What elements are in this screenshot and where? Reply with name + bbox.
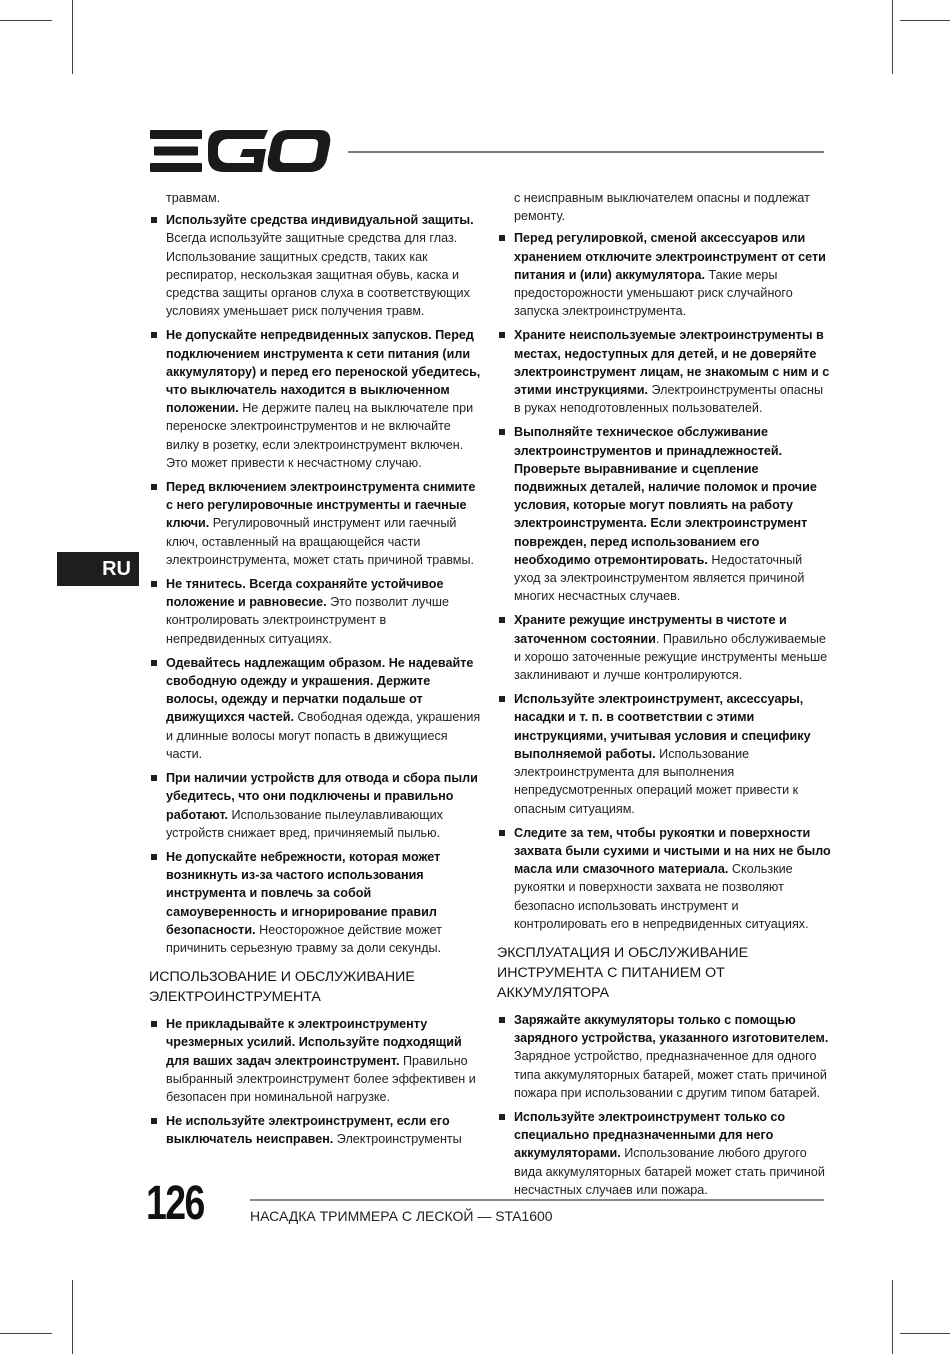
safety-list [497, 1011, 831, 1199]
list-item [149, 478, 483, 569]
page-number: 126 [146, 1177, 204, 1230]
bullet-icon [499, 1017, 505, 1023]
item-text: . Правильно обслуживаемые и хорошо заточенные режущие инструменты меньше заклинивают и лучше контролируются. [514, 631, 828, 683]
list-item [149, 1015, 483, 1106]
list-item [497, 1011, 831, 1102]
item-text: Использование электроинструмента для выполнения непредусмотренных операций может привести к опасным ситуациям. [514, 746, 799, 816]
crop-mark [892, 0, 893, 74]
item-heading: Используйте электроинструмент только со специально предназначенными для него аккумуляторами. [514, 1109, 786, 1161]
item-heading: Одевайтесь надлежащим образом. Не надевайте свободную одежду и украшения. Держите волосы, одежду и перчатки подальше от движущихся частей. [166, 655, 474, 725]
item-text: Электроинструменты [333, 1132, 462, 1147]
ego-logo-graphic [150, 130, 332, 172]
continuation-text: с неисправным выключателем опасны и подлежат ремонту. [514, 191, 810, 224]
section-title: ИСПОЛЬЗОВАНИЕ И ОБСЛУЖИВАНИЕ ЭЛЕКТРОИНСТРУМЕНТА [149, 969, 415, 1006]
safety-list [149, 1015, 483, 1148]
footer-rule [250, 1199, 824, 1201]
bullet-icon [151, 332, 157, 338]
item-text: Правильно выбранный электроинструмент более эффективен и безопасен при номинальной нагрузке. [166, 1053, 476, 1104]
item-heading: Перед регулировкой, сменой аксессуаров или хранением отключите электроинструмент от сети питания и (или) аккумулятора. [514, 231, 826, 282]
item-heading: Перед включением электроинструмента снимите с него регулировочные инструменты и гаечные ключи. [166, 480, 476, 531]
list-item [497, 1108, 831, 1199]
item-text: Это позволит лучше контролировать электроинструмент в непредвиденных ситуациях. [166, 595, 449, 646]
section-title: ЭКСПЛУАТАЦИЯ И ОБСЛУЖИВАНИЕ ИНСТРУМЕНТА С ПИТАНИЕМ ОТ АККУМУЛЯТОРА [497, 944, 749, 1001]
item-text: Использование любого другого вида аккумуляторных батарей может стать причиной несчастных случаев или пожара. [514, 1146, 825, 1197]
item-heading: Заряжайте аккумуляторы только с помощью зарядного устройства, указанного изготовителем. [514, 1012, 829, 1046]
bullet-icon [499, 696, 505, 702]
bullet-icon [499, 1114, 505, 1120]
item-text: Всегда используйте защитные средства для глаз. Использование защитных средств, таких как респиратор, нескользкая защитная обувь, каска и средства защиты органов слуха в соответствующих условиях уменьшает риск получения травм. [166, 231, 470, 319]
item-heading: Не прикладывайте к электроинструменту чрезмерных усилий. Используйте подходящий для ваших задач электроинструмент. [166, 1017, 462, 1068]
list-item [497, 229, 831, 320]
list-item [149, 326, 483, 472]
item-text: Неосторожное действие может причинить серьезную травму за доли секунды. [166, 922, 442, 955]
crop-mark [900, 1333, 950, 1334]
bullet-icon [499, 830, 505, 836]
item-heading: Используйте средства индивидуальной защиты. [166, 213, 474, 228]
item-heading: Следите за тем, чтобы рукоятки и поверхности захвата были сухими и чистыми и на них не было масла или смазочного материала. [514, 825, 831, 877]
bullet-icon [499, 429, 505, 435]
bullet-icon [151, 1118, 157, 1124]
bullet-icon [151, 854, 157, 860]
safety-list [149, 211, 483, 957]
crop-mark [0, 20, 52, 21]
bullet-icon [499, 617, 505, 623]
crop-mark [72, 0, 73, 74]
bullet-icon [499, 332, 505, 338]
item-heading: Не тянитесь. Всегда сохраняйте устойчивое положение и равновесие. [166, 577, 444, 610]
list-item [149, 211, 483, 320]
item-text: Недостаточный уход за электроинструментом является причиной многих несчастных случаев. [514, 552, 805, 604]
ego-logo [150, 130, 332, 172]
bullet-icon [151, 581, 157, 587]
item-text: Регулировочный инструмент или гаечный ключ, оставленный на вращающейся части электроинструмента, может стать причиной травмы. [166, 516, 475, 567]
bullet-icon [151, 1021, 157, 1027]
crop-mark [892, 1280, 893, 1354]
item-text: Не держите палец на выключателе при переноске электроинструментов и не включайте вилку в розетку, если электроинструмент включен. Это может привести к несчастному случаю. [166, 401, 474, 470]
item-text: Такие меры предосторожности уменьшают риск случайного запуска электроинструмента. [514, 267, 793, 319]
item-heading: Выполняйте техническое обслуживание электроинструментов и принадлежностей. Проверьте выравнивание и сцепление подвижных деталей, наличие поломок и прочие условия, которые могут повлиять на работу электроинструмента. Если электроинструмент поврежден, перед использованием его необходимо отремонтировать. [514, 425, 817, 567]
item-text: Электроинструменты опасны в руках неподготовленных пользователей. [514, 383, 824, 416]
item-heading: Не допускайте небрежности, которая может возникнуть из-за частого использования инструмента и повлечь за собой самоуверенность и игнорирование правил безопасности. [166, 849, 441, 937]
safety-list [497, 229, 831, 933]
item-heading: Храните неиспользуемые электроинструменты в местах, недоступных для детей, и не доверяйте электроинструмент лицам, не знакомым с ним и с этими инструкциями. [514, 328, 830, 398]
item-text: Использование пылеулавливающих устройств снижает вред, причиняемый пылью. [166, 807, 443, 840]
list-item [149, 848, 483, 957]
list-item [149, 654, 483, 763]
header-rule [348, 151, 824, 153]
bullet-icon [151, 484, 157, 490]
list-item [149, 575, 483, 648]
left-column [149, 189, 483, 1155]
item-text: Зарядное устройство, предназначенное для одного типа аккумуляторных батарей, может стать причиной пожара при использовании с другим типом батарей. [514, 1049, 827, 1100]
continuation-text: травмам. [166, 191, 221, 205]
list-item [497, 690, 831, 817]
crop-mark [0, 1333, 52, 1334]
language-tab: RU [57, 552, 139, 586]
list-item [497, 824, 831, 933]
item-text: Скользкие рукоятки и поверхности захвата не позволяют безопасно использовать инструмент и контролировать его в непредвиденных ситуациях. [514, 862, 809, 931]
list-item [149, 1112, 483, 1148]
list-item [497, 423, 831, 605]
bullet-icon [151, 217, 157, 223]
item-text: Свободная одежда, украшения и длинные волосы могут попасть в движущиеся части. [166, 710, 481, 761]
bullet-icon [151, 660, 157, 666]
item-heading: Храните режущие инструменты в чистоте и заточенном состоянии [514, 613, 787, 646]
right-column [497, 189, 831, 1205]
list-item [149, 769, 483, 842]
item-heading: Используйте электроинструмент, аксессуары, насадки и т. п. в соответствии с этими инструкциями, учитывая условия и специфику выполняемой работы. [514, 692, 811, 761]
bullet-icon [151, 775, 157, 781]
crop-mark [900, 20, 950, 21]
item-heading: При наличии устройств для отвода и сбора пыли убедитесь, что они подключены и правильно работают. [166, 771, 478, 822]
item-heading: Не допускайте непредвиденных запусков. Перед подключением инструмента к сети питания (или аккумулятору) и перед его переноской убедитесь, что выключатель находится в выключенном положении. [166, 328, 481, 416]
crop-mark [72, 1280, 73, 1354]
list-item [497, 326, 831, 417]
item-heading: Не используйте электроинструмент, если его выключатель неисправен. [166, 1114, 450, 1147]
bullet-icon [499, 235, 505, 241]
list-item [497, 611, 831, 684]
footer-title: НАСАДКА ТРИММЕРА С ЛЕСКОЙ — STA1600 [250, 1208, 553, 1224]
